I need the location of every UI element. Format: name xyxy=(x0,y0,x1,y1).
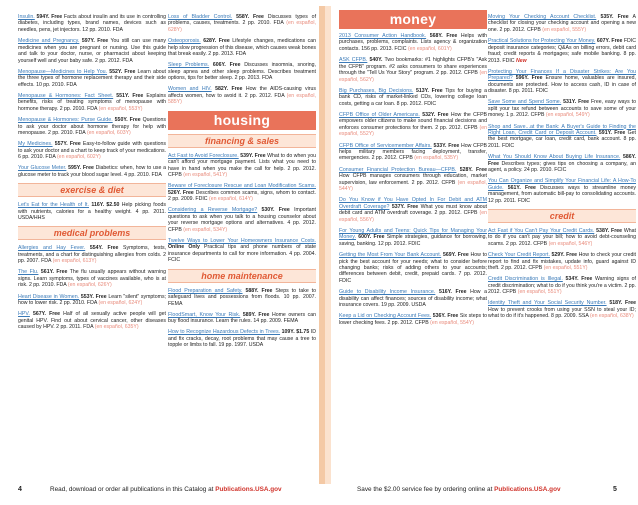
item-description: Simple strategies, guidance for borrowing, saving, banking. 12 pp. 2012. FDIC xyxy=(339,234,487,247)
item-description: Half of all sexually active people will get genital HPV. Find out about cervical cancer, other diseases caused by HPV. 2 pp. 2011. FDA xyxy=(18,311,166,331)
item-spanish-edition: (en español, 628Y) xyxy=(168,20,316,33)
item-title-link[interactable]: Protecting Your Finances If a Disaster Strikes: Are You Prepared? xyxy=(488,68,636,82)
catalog-item xyxy=(339,112,487,138)
item-price: Free xyxy=(69,141,81,148)
catalog-item xyxy=(18,311,166,330)
item-spanish-edition: (en español, 551Y) xyxy=(543,264,588,271)
item-spanish-edition: (en español, 534Y) xyxy=(183,226,228,233)
item-description: What to do if you can't pay your bill; how to avoid debt-counseling scams. 2 pp. 2012. CFPB xyxy=(488,227,636,247)
item-code: 567Y. xyxy=(33,311,46,318)
item-spanish-edition: (en español, 552Y) xyxy=(339,124,487,138)
item-spanish-edition: (en español, 603Y) xyxy=(86,129,131,136)
page-gutter-right xyxy=(325,6,331,484)
item-price: Free xyxy=(614,129,626,136)
catalog-item xyxy=(488,252,636,271)
catalog-item xyxy=(18,14,166,33)
catalog-item xyxy=(168,207,316,233)
catalog-item xyxy=(339,228,487,247)
item-spanish-edition: (en español, 544Y) xyxy=(339,179,487,193)
item-description: Lifestyle changes, medications can help slow progression of this disease, which causes weak bones that break easily. 2 pp. 2013. FDA xyxy=(168,38,317,58)
item-description: Learn "silent" symptoms; how to lower risk. 2 pp. 2010. FDA xyxy=(18,293,166,307)
item-spanish-edition: (en español, 638Y) xyxy=(589,313,634,320)
item-spanish-edition: (en español, 541Y) xyxy=(183,171,228,178)
item-spanish-edition: (en español, 551Y) xyxy=(517,289,562,296)
item-title-link[interactable]: Beware of Foreclosure Rescue and Loan Modification Scams. xyxy=(168,183,316,190)
item-spanish-edition: (en español, 556Y) xyxy=(339,210,487,223)
footer-right xyxy=(357,486,561,494)
item-price: Free xyxy=(51,14,63,20)
item-code: 588Y. xyxy=(245,287,259,294)
catalog-item xyxy=(168,38,316,57)
item-code: 529Y. xyxy=(551,252,565,259)
item-title-link[interactable]: My Medicines. xyxy=(18,141,53,148)
item-price: Free xyxy=(132,92,144,99)
item-description: Home owners can buy flood insurance. Learn the rules. 14 pp. 2009. FEMA xyxy=(168,311,317,325)
catalog-item xyxy=(18,117,166,136)
item-code: 568Y. xyxy=(429,33,443,39)
item-price: Online Only xyxy=(168,244,200,251)
item-description: Describes common scams, signs, whom to contact. 2 pp. 2009. FDIC xyxy=(168,189,316,203)
item-title-link[interactable]: Getting the Most From Your Bank Account. xyxy=(339,252,442,259)
item-description: How to check your credit report to find and fix mistakes, update info, guard against ID theft. 2 pp. 2012. CFPB xyxy=(488,252,636,271)
item-price: Free xyxy=(476,166,487,173)
item-price: Free xyxy=(107,245,119,252)
item-spanish-edition: (en español, 635Y) xyxy=(94,324,139,331)
item-title-link[interactable]: Insulin. xyxy=(18,14,35,20)
item-price: Free xyxy=(49,311,61,318)
page-number-right: 5 xyxy=(613,486,617,493)
item-title-link[interactable]: Allergies and Hay Fever. xyxy=(18,245,86,252)
item-code: 534Y. xyxy=(565,276,579,283)
item-title-link[interactable]: Osteoporosis. xyxy=(168,38,201,45)
item-description: Learn about the three types of hormone replacement therapy and their side effects. 10 pp. 2010. FDA xyxy=(18,68,166,88)
item-price: $1.75 xyxy=(296,329,310,336)
column-1 xyxy=(18,14,166,335)
item-description: How CFPB helps military members facing deployment, transfer, emergencies. 2 pp. 2012. CFPB xyxy=(339,142,487,162)
catalog-item xyxy=(339,143,487,162)
catalog-item xyxy=(488,14,636,33)
item-code: 539Y. xyxy=(240,152,254,159)
item-price: Free xyxy=(56,269,68,276)
item-code: 594Y. xyxy=(36,14,50,20)
item-code: 532Y. xyxy=(422,111,436,118)
item-title-link[interactable]: For Young Adults and Teens: Quick Tips for Managing Your Money. xyxy=(339,227,487,241)
category-heading: money xyxy=(339,10,487,29)
catalog-item xyxy=(168,153,316,179)
item-price: Free xyxy=(581,276,593,283)
item-title-link[interactable]: The Flu. xyxy=(18,269,39,276)
item-description: What to do when you can't afford your mortgage payment. Lists what you need to have in hand when you make the call for help. 2 pp. 2012. CFPB xyxy=(168,152,316,178)
catalog-item xyxy=(18,202,166,221)
catalog-item xyxy=(18,38,166,64)
item-description: Helps with purchases, problems, complaints. Lists agency & organization contacts. 156 pp. 2013. FCIC xyxy=(339,33,487,52)
catalog-item xyxy=(488,228,636,247)
item-code: 586Y. xyxy=(623,154,636,161)
item-title-link[interactable]: Menopause & Hormones: Fact Sheet. xyxy=(18,92,114,99)
item-description: The flu usually appears without warning signs. Learn symptoms, types of vaccines available, who is at risk. 2 pp. 2010. FDA xyxy=(18,269,166,289)
item-code: 606Y. xyxy=(212,62,226,69)
catalog-item xyxy=(488,69,636,95)
item-description: Help picking foods with nutrients, calories for a healthy weight. 4 pp. 2011. USDA/HHS xyxy=(18,202,166,221)
column-3 xyxy=(339,11,488,331)
item-price: Free xyxy=(437,111,449,118)
item-description: You still can use many medicines when you are pregnant or nursing. Use this guide and talk to your doctor, nurse, or pharmacist about keeping yourself well and your baby safe. 2 pp. 2012. FDA xyxy=(18,38,166,64)
item-code: 597Y. xyxy=(81,38,95,45)
item-description: How to prevent crooks from using your SSN to steal your ID; what to do if it's happened. 8 pp. 2009. SSA xyxy=(488,306,636,320)
item-title-link[interactable]: Identity Theft and Your Social Security Number. xyxy=(488,300,607,307)
item-code: 561Y. xyxy=(40,269,54,276)
item-description: Steps to take to safeguard lives and possessions from floods. 10 pp. 2007. FEMA xyxy=(168,287,317,307)
item-code: 537Y. xyxy=(391,203,405,210)
catalog-item xyxy=(339,289,487,308)
item-title-link[interactable]: How to Recognize Hazardous Defects in Trees. xyxy=(168,329,281,336)
item-price: Free xyxy=(261,287,273,294)
item-code: 530Y. xyxy=(261,207,275,214)
item-description: Discusses types of problems, causes, treatments. 2 pp. 2010. FDA xyxy=(168,14,317,27)
item-price: Free xyxy=(488,160,499,167)
item-price: Free xyxy=(455,289,467,296)
catalog-item xyxy=(168,312,316,325)
item-title-link[interactable]: Flood Preparation and Safety. xyxy=(168,287,243,294)
item-title-link[interactable]: Keep a Lid on Checking Account Fees. xyxy=(339,313,432,320)
item-title-link[interactable]: Sleep Problems. xyxy=(168,62,210,69)
item-title-link[interactable]: Do You Know if You Have Opted In For Debit and ATM Overdraft Coverage? xyxy=(339,197,487,210)
item-code: 554Y. xyxy=(89,245,103,252)
item-price: Free xyxy=(431,87,443,94)
catalog-item xyxy=(488,99,636,118)
item-price: Free xyxy=(124,68,136,75)
catalog-item xyxy=(339,252,487,284)
catalog-item xyxy=(488,124,636,150)
item-title-link[interactable]: Considering a Reverse Mortgage? xyxy=(168,207,258,214)
item-description: Easy-to-follow guide with questions to ask your doctor and a chart to keep track of your medications. 6 pp. 2010. FDA xyxy=(18,141,167,161)
item-title-link[interactable]: What You Should Know About Buying Life Insurance. xyxy=(488,154,621,161)
item-code: 526Y. xyxy=(168,189,181,196)
item-spanish-edition: (en español, 614Y) xyxy=(208,196,253,203)
catalog-item xyxy=(168,86,316,105)
catalog-item xyxy=(168,288,316,307)
footer-right-website-link[interactable]: Publications.USA.gov xyxy=(494,486,561,493)
item-code: 550Y. xyxy=(114,117,128,124)
catalog-item xyxy=(339,197,487,223)
item-price: Free xyxy=(457,252,469,259)
item-spanish-edition: (en español, 602Y) xyxy=(56,154,101,161)
item-spanish-edition: (en español, 585Y) xyxy=(168,92,316,106)
item-title-link[interactable]: Medicine and Pregnancy. xyxy=(18,38,80,45)
item-title-link[interactable]: Guide to Disability Income Insurance. xyxy=(339,289,436,296)
item-description: Facts about insulin and its use in controlling diabetes, including types, brand names, devices such as needles, pens, jet injectors. 12 pp. 2010. FDA xyxy=(18,14,166,33)
item-spanish-edition: (en español, 535Y) xyxy=(414,155,459,162)
item-code: 589Y. xyxy=(242,311,256,318)
item-description: Free, easy ways to split your tax refund between accounts to save some of your money. 1 p. 2012. CFPB xyxy=(488,99,636,119)
item-price: Free xyxy=(218,38,230,45)
catalog-item xyxy=(339,57,487,83)
catalog-item xyxy=(18,93,166,112)
section-heading: medical problems xyxy=(18,226,166,240)
item-code: 536Y. xyxy=(432,313,446,320)
item-spanish-edition: (en español, 562Y) xyxy=(339,70,488,83)
item-title-link[interactable]: Menopause & Hormones: Purse Guide. xyxy=(18,117,113,124)
item-title-link[interactable]: Heart Disease in Women. xyxy=(18,293,80,300)
footer-left xyxy=(50,486,282,494)
item-title-link[interactable]: Check Your Credit Report. xyxy=(488,252,550,259)
item-price: Free xyxy=(531,75,543,82)
item-description: Important questions to ask when you talk to a housing counselor about your reverse mortgage options and alternatives. 4 pp. 2012. CFPB xyxy=(168,207,316,233)
item-price: Free xyxy=(578,99,590,106)
item-code: 553Y. xyxy=(80,293,94,300)
item-spanish-edition: (en español, 613Y) xyxy=(52,258,97,265)
item-code: 561Y. xyxy=(507,184,521,191)
catalog-item xyxy=(18,69,166,88)
item-description: How a disability can affect finances; sources of disability income; what insurance covers. 19 pp. 2009. USDA xyxy=(339,289,487,309)
item-description: Diabetics: when, how to use a glucose meter to track your blood sugar level. 4 pp. 2010. FDA xyxy=(18,165,166,178)
item-price: Free xyxy=(446,33,458,39)
item-spanish-edition: (en español, 601Y) xyxy=(407,45,452,52)
item-title-link[interactable]: Shop and Save...at the Bank: A Buyer's Guide to Finding the Right Loan, Credit Card or Deposit Account. xyxy=(488,123,636,136)
item-code: 595Y. xyxy=(68,165,82,172)
item-code: 607Y. xyxy=(596,38,610,45)
item-price: Free xyxy=(129,117,141,124)
item-code: 513Y. xyxy=(415,87,429,94)
item-title-link[interactable]: Consumer Financial Protection Bureau—CFPB. xyxy=(339,166,457,173)
item-description: FDIC deposit insurance categories; Q&As on billing errors, debit card fraud; credit reports & mortgages; safe mobile banking. 8 pp. 2013. FDIC xyxy=(488,38,636,64)
item-description: Practical tips and phone numbers of state insurance departments to call for more information. 4 pp. 2004. FCIC xyxy=(168,244,316,264)
item-title-link[interactable]: Women and HIV. xyxy=(168,86,212,93)
item-code: 569Y. xyxy=(442,252,456,259)
catalog-item xyxy=(168,183,316,202)
item-title-link[interactable]: 2013 Consumer Action Handbook. xyxy=(339,33,427,39)
item-price: Free xyxy=(617,14,629,20)
catalog-item xyxy=(168,329,316,348)
item-price: Free xyxy=(97,38,109,45)
item-price: Free xyxy=(278,207,290,214)
item-price: Free xyxy=(447,313,459,320)
item-spanish-edition: (en español, 549Y) xyxy=(545,112,590,119)
item-code: 518Y. xyxy=(609,300,623,307)
catalog-item xyxy=(339,33,487,52)
item-price: Free xyxy=(625,300,637,307)
item-spanish-edition: (en español, 554Y) xyxy=(430,319,474,326)
category-heading: housing xyxy=(168,111,316,130)
item-spanish-edition: (en español, 626Y) xyxy=(67,282,112,289)
catalog-item xyxy=(168,238,316,264)
item-code: 557Y. xyxy=(54,141,68,148)
item-code: 531Y. xyxy=(563,99,577,106)
item-price: Free xyxy=(524,184,536,191)
item-title-link[interactable]: Act Fast to Avoid Foreclosure. xyxy=(168,152,239,159)
item-code: 533Y. xyxy=(433,142,447,149)
item-description: Two bookmarks: #1 highlights CFPB's "Ask the CFPB" program. #2 asks consumers to share experiences through the "Tell Us Your Story" program. 2 pp. 2012. CFPB xyxy=(339,57,487,77)
item-price: Free xyxy=(95,293,107,300)
catalog-item xyxy=(18,245,166,264)
item-price: Free xyxy=(182,189,194,196)
item-title-link[interactable]: Big Purchases, Big Decisions. xyxy=(339,87,414,94)
item-code: 582Y. xyxy=(215,86,229,93)
catalog-item xyxy=(18,269,166,288)
catalog-item xyxy=(488,154,636,173)
footer-left-website-link[interactable]: Publications.USA.gov xyxy=(215,486,282,493)
section-heading: home maintenance xyxy=(168,269,316,283)
item-title-link[interactable]: Twelve Ways to Lower Your Homeowners Insurance Costs. xyxy=(168,238,316,244)
item-title-link[interactable]: HPV. xyxy=(18,311,30,318)
item-code: 109Y. xyxy=(281,329,295,336)
item-price: Free xyxy=(252,14,264,20)
item-description: Explains benefits, risks of treating symptoms of menopause with hormone therapy. 2 pp. 2010. FDA xyxy=(18,92,166,112)
catalog-item xyxy=(488,38,636,64)
item-price: Free xyxy=(611,38,623,45)
item-description: How to pick the best account for your needs; what to consider before changing banks; risks of adding others to your accounts; differences between debit, credit, prepaid cards. 7 pp. 2012. FDIC xyxy=(339,252,488,284)
catalog-item xyxy=(18,165,166,178)
catalog-item xyxy=(168,14,316,33)
item-price: Free xyxy=(254,152,266,159)
item-description: What you must know about debit card and ATM overdraft coverage. 2 pp. 2012. CFPB xyxy=(339,203,487,217)
item-price: Free xyxy=(611,227,622,234)
item-spanish-edition: (en español, 624Y) xyxy=(98,300,143,307)
item-title-link[interactable]: FloodSmart, Know Your Risk. xyxy=(168,311,241,318)
catalog-item xyxy=(339,167,487,193)
catalog-item xyxy=(339,88,487,107)
item-code: 540Y. xyxy=(369,57,383,64)
footer-right-text: Save the $2.00 service fee by ordering online at xyxy=(357,486,495,493)
item-code: 628Y. xyxy=(203,38,217,45)
item-code: 600Y. xyxy=(358,234,372,241)
item-description: Get the best mortgage, car loan, credit card, bank account. 8 pp. 2011. FDIC xyxy=(488,129,636,149)
item-title-link[interactable]: CFPB Office of Older Americans. xyxy=(339,111,420,118)
item-code: 558Y. xyxy=(236,14,250,20)
item-title-link[interactable]: Loss of Bladder Control. xyxy=(168,14,233,20)
item-spanish-edition: (en español, 553Y) xyxy=(98,105,143,112)
catalog-item xyxy=(488,276,636,295)
item-code: 552Y. xyxy=(109,68,123,75)
item-price: Free xyxy=(258,311,270,318)
section-heading: financing & sales xyxy=(168,134,316,148)
item-title-link[interactable]: You Can Organize and Simplify Your Financial Life: A How-To Guide. xyxy=(488,178,636,191)
catalog-item xyxy=(339,313,487,326)
item-description: Symptoms, tests, treatments, and a chart for distinguishing allergies from colds. 2 pp. 2007. FDA xyxy=(18,245,166,265)
item-code: 591Y. xyxy=(598,129,612,136)
section-heading: credit xyxy=(488,209,636,223)
item-code: 596Y. xyxy=(515,75,529,82)
item-code: 116Y. xyxy=(91,202,105,209)
item-price: Free xyxy=(229,62,241,69)
new-badge: New xyxy=(515,57,527,64)
item-price: Free xyxy=(373,234,385,241)
catalog-item xyxy=(488,178,636,204)
page-number-left: 4 xyxy=(18,486,22,493)
item-description: A checklist for closing your checking account and opening a new one. 2 pp. 2012. CFPB xyxy=(488,14,636,33)
item-description: Describes types; gives tips on choosing a company, an agent, a policy. 24 pp. 2010. FCIC xyxy=(488,160,636,174)
item-title-link[interactable]: Act Fast if You Can't Pay Your Credit Cards. xyxy=(488,227,595,234)
item-title-link[interactable]: Menopause—Medicines to Help You. xyxy=(18,68,108,75)
item-title-link[interactable]: Moving Your Checking Account Checklist. xyxy=(488,14,597,20)
item-price: Free xyxy=(231,86,243,93)
item-code: 538Y. xyxy=(596,227,610,234)
item-description: ID and fix cracks, decay, root problems that may cause a tree to topple or limbs to fall. 19 pp. 1997. USDA xyxy=(168,329,316,349)
item-description: Discusses insomnia, snoring, sleep apnea and other sleep problems. Describes treatment options, tips for better sleep. 2 pp. 2013. FDA xyxy=(168,62,316,82)
item-description: How the AIDS-causing virus affects women, how to avoid it. 2 pp. 2012. FDA xyxy=(168,86,317,99)
item-description: How the CFPB empowers older citizens to make sound financial decisions and enforces consumer protections for them. 2 pp. 2012. CFPB xyxy=(339,111,487,131)
footer-left-text: Read, download or order all publications in this Catalog at xyxy=(50,486,216,493)
item-description: Tips for buying a bank CD, risks of market-linked CDs, lowering college loan costs, getting a car loan. 8 pp. 2012. FDIC xyxy=(339,87,487,107)
item-description: Ensure home, valuables are insured, documents are protected. How to access cash, ID in case of disaster. 8 pp. 2011. FDIC xyxy=(488,75,636,95)
item-description: How CFPB manages consumers through education, market supervision, law enforcement. 2 pp. 2012. CFPB xyxy=(339,173,487,186)
catalog-item xyxy=(488,300,636,319)
item-price: Free xyxy=(82,165,94,172)
column-2 xyxy=(168,14,316,354)
item-code: 551Y. xyxy=(116,92,130,99)
item-code: 528Y. xyxy=(459,166,473,173)
item-description: Warning signs of credit discrimination; what to do if you think you're a victim. 2 pp. 2012. CFPB xyxy=(488,276,636,296)
item-price: Free xyxy=(566,252,578,259)
item-code: 516Y. xyxy=(438,289,452,296)
catalog-item xyxy=(168,62,316,81)
item-title-link[interactable]: Save Some and Spend Some. xyxy=(488,99,562,106)
item-title-link[interactable]: Practical Solutions for Protecting Your Money. xyxy=(488,38,596,45)
item-title-link[interactable]: Your Glucose Meter. xyxy=(18,165,67,172)
item-description: Questions to ask your doctor about hormone therapy for help with menopause. 2 pp. 2010. FDA xyxy=(18,117,166,136)
item-description: Six steps to lower checking fees. 2 pp. 2012. CFPB xyxy=(339,313,487,326)
item-title-link[interactable]: ASK CFPB. xyxy=(339,57,368,64)
column-4 xyxy=(488,14,636,325)
item-title-link[interactable]: CFPB Office of Servicemember Affairs. xyxy=(339,142,432,149)
item-spanish-edition: (en español, 555Y) xyxy=(542,26,587,33)
item-price: $2.50 xyxy=(106,202,120,209)
item-spanish-edition: (en español, 546Y) xyxy=(548,240,593,247)
item-code: 535Y. xyxy=(600,14,614,20)
catalog-item xyxy=(18,294,166,307)
item-price: Free xyxy=(407,203,419,210)
item-title-link[interactable]: Credit Discrimination is Illegal. xyxy=(488,276,563,283)
item-title-link[interactable]: Let's Eat for the Health of It. xyxy=(18,202,89,209)
item-description: Discusses ways to streamline money management, from automatic bill-pay to consolidating accounts. 12 pp. 2011. FDIC xyxy=(488,184,636,204)
section-heading: exercise & diet xyxy=(18,183,166,197)
item-price: Free xyxy=(448,142,460,149)
catalog-item xyxy=(18,141,166,160)
